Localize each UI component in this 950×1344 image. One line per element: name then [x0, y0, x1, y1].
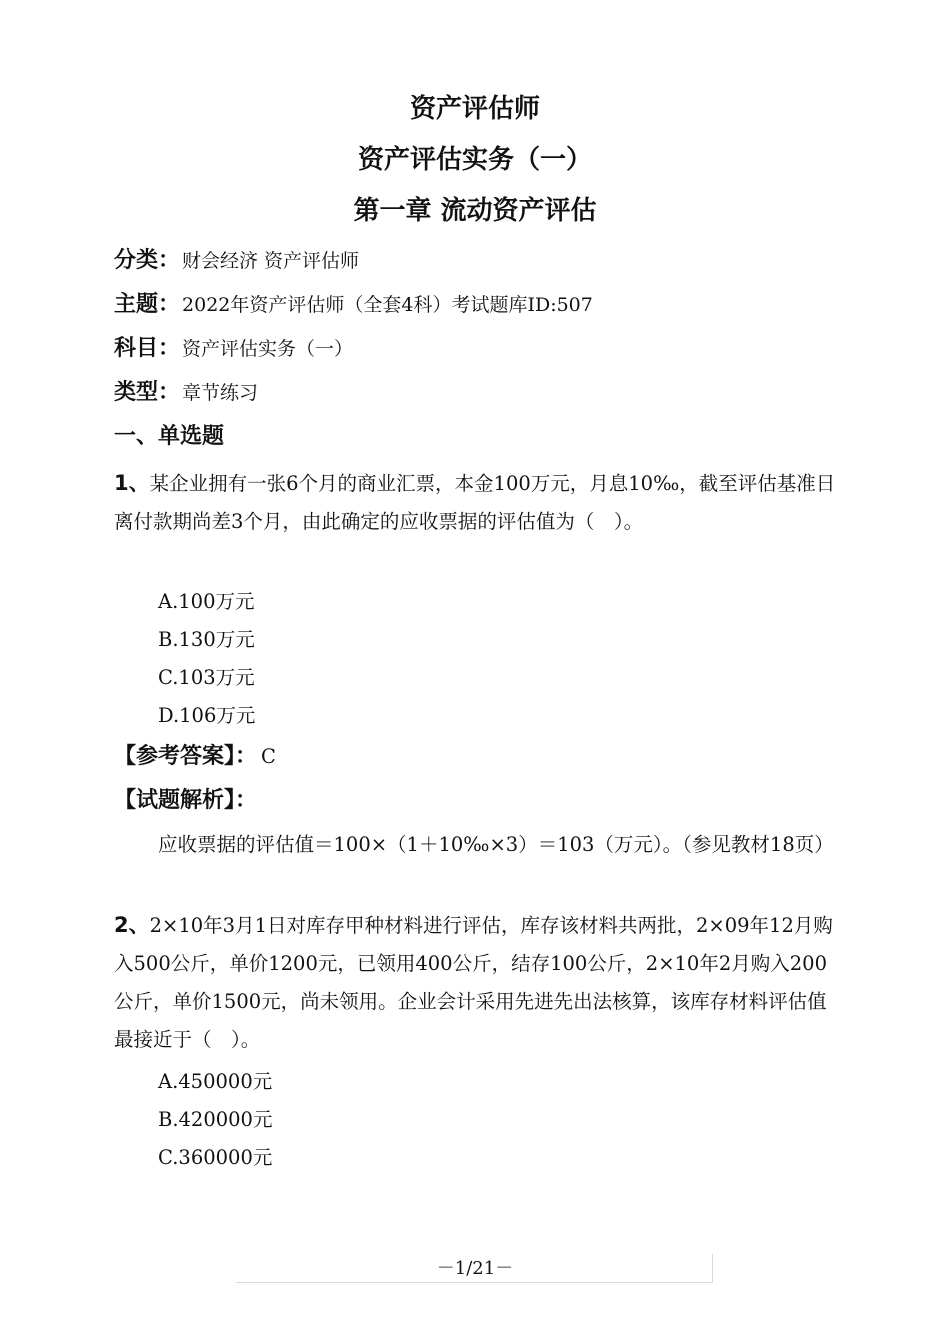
meta-topic	[114, 288, 593, 322]
question-1-explanation: 应收票据的评估值＝100×（1＋10‰×3）＝103（万元）。（参见教材18页）	[158, 833, 834, 856]
meta-type	[114, 376, 258, 410]
question-2-stem: 2×10年3月1日对库存甲种材料进行评估，库存该材料共两批，2×09年12月购入500公斤，单价1200元，已领用400公斤，结存100公斤，2×10年2月购入200公斤，单价1500元，尚未领用。企业会计采用先进先出法核算，该库存材料评估值最接近于（ ）。	[114, 914, 833, 1051]
answer-label: 【参考答案】：	[114, 744, 258, 769]
footer-divider	[236, 1282, 712, 1283]
answer-value: C	[261, 745, 276, 768]
meta-type-value: 章节练习	[182, 382, 259, 404]
page-subtitle: 资产评估实务（一）	[357, 145, 592, 175]
question-1-option-a: A.100万元	[158, 590, 255, 613]
question-2-number: 2、	[114, 913, 150, 937]
page-number: －1/21－	[436, 1258, 514, 1279]
meta-subject	[114, 332, 353, 366]
explain-label: 【试题解析】：	[114, 788, 258, 813]
question-1-option-c: C.103万元	[158, 666, 255, 689]
question-1-explain-heading	[114, 784, 257, 819]
chapter-title: 第一章 流动资产评估	[353, 196, 597, 226]
question-1	[114, 464, 836, 541]
question-1-answer	[114, 740, 276, 775]
question-2	[114, 906, 836, 1059]
meta-category-label: 分类：	[114, 248, 181, 273]
question-2-option-c: C.360000元	[158, 1146, 273, 1169]
meta-category-value: 财会经济 资产评估师	[182, 250, 360, 272]
meta-topic-value: 2022年资产评估师（全套4科）考试题库ID:507	[182, 294, 593, 316]
page-title: 资产评估师	[409, 94, 540, 124]
question-2-option-a: A.450000元	[158, 1070, 273, 1093]
section-heading: 一、单选题	[114, 424, 225, 449]
question-1-option-d: D.106万元	[158, 704, 256, 727]
question-1-option-b: B.130万元	[158, 628, 255, 651]
question-1-number: 1、	[114, 471, 150, 495]
question-1-stem: 某企业拥有一张6个月的商业汇票，本金100万元，月息10‰，截至评估基准日离付款期尚差3个月，由此确定的应收票据的评估值为（ ）。	[114, 472, 836, 533]
meta-topic-label: 主题：	[114, 292, 181, 317]
meta-type-label: 类型：	[114, 380, 181, 405]
meta-subject-value: 资产评估实务（一）	[182, 338, 354, 360]
meta-category	[114, 244, 359, 278]
meta-subject-label: 科目：	[114, 336, 181, 361]
question-2-option-b: B.420000元	[158, 1108, 273, 1131]
